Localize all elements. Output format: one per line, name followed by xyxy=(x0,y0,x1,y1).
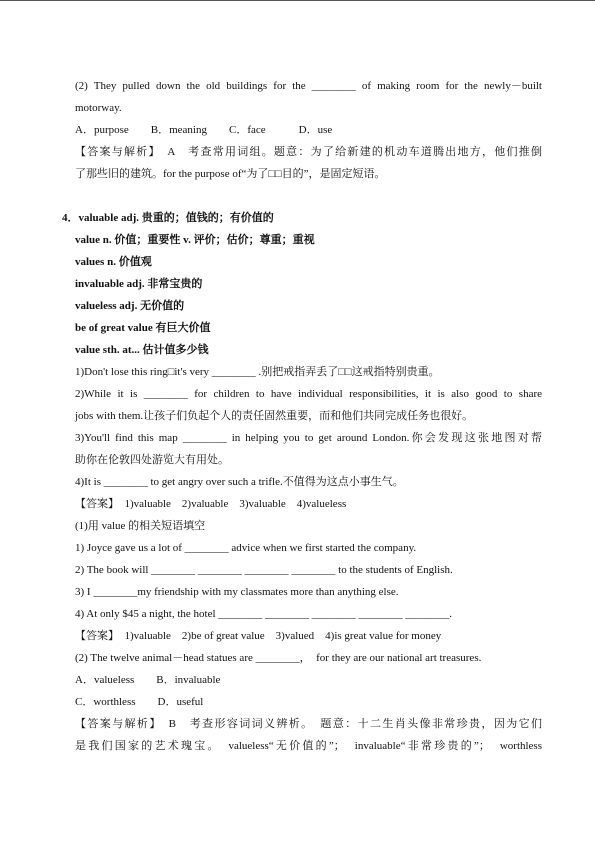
example-3-line2: 助你在伦敦四处游览大有用处。 xyxy=(75,454,229,466)
question-2-stem-line2: motorway. xyxy=(75,102,122,114)
vocab-line: be of great value 有巨大价值 xyxy=(75,322,211,334)
question-2-stem-line1: (2) They pulled down the old buildings for the ________ of making room for the newly－built xyxy=(75,80,542,92)
example-3-line1: 3)You'll find this map ________ in helping you to get around London.你会发现这张地图对帮 xyxy=(75,432,542,444)
exercise-1-item: 2) The book will ________ ________ ________ ________ to the students of English. xyxy=(75,564,453,576)
vocab-line: invaluable adj. 非常宝贵的 xyxy=(75,278,203,290)
example-1: 1)Don't lose this ring□it's very ________ .别把戒指弄丢了□□这戒指特别贵重。 xyxy=(75,366,440,378)
exercise-2-stem: (2) The twelve animal－head statues are ________， for they are our national art treasures. xyxy=(75,652,482,664)
vocab-line: value n. 价值；重要性 v. 评价；估价；尊重；重视 xyxy=(75,234,315,246)
exercise-1-item: 1) Joyce gave us a lot of ________ advice when we first started the company. xyxy=(75,542,417,554)
vocab-line: valueless adj. 无价值的 xyxy=(75,300,185,312)
question-2-options: A．purpose B．meaning C．face D．use xyxy=(75,124,333,136)
vocab-line: value sth. at... 估计值多少钱 xyxy=(75,344,209,356)
vocab-line: values n. 价值观 xyxy=(75,256,152,268)
vocab-heading: 4．valuable adj. 贵重的；值钱的；有价值的 xyxy=(62,212,274,224)
question-2-answer-line1: 【答案与解析】 A 考查常用词组。题意：为了给新建的机动车道腾出地方，他们推倒 xyxy=(75,146,542,158)
exercise-2-answer-line2: 是我们国家的艺术瑰宝。 valueless“无价值的”； invaluable“非常珍贵的”； worthless xyxy=(75,740,542,752)
example-4: 4)It is ________ to get angry over such a trifle.不值得为这点小事生气。 xyxy=(75,476,404,488)
exercise-2-answer-line1: 【答案与解析】 B 考查形容词词义辨析。 题意：十二生肖头像非常珍贵，因为它们 xyxy=(75,718,542,730)
exercise-1-item: 3) I ________my friendship with my classmates more than anything else. xyxy=(75,586,399,598)
exercise-1-title: (1)用 value 的相关短语填空 xyxy=(75,520,206,532)
question-2-answer-line2: 了那些旧的建筑。for the purpose of“为了□□目的”，是固定短语。 xyxy=(75,168,386,180)
exercise-1-item: 4) At only $45 a night, the hotel ________ ________ ________ ________ ________. xyxy=(75,608,453,620)
examples-answer: 【答案】 1)valuable 2)valuable 3)valuable 4)valueless xyxy=(75,498,347,510)
exercise-1-answer: 【答案】 1)valuable 2)be of great value 3)valued 4)is great value for money xyxy=(75,630,442,642)
exercise-2-options-line2: C．worthless D．useful xyxy=(75,696,204,708)
example-2-line2: jobs with them.让孩子们负起个人的责任固然重要，而和他们共同完成任务也很好。 xyxy=(75,410,474,422)
exercise-2-options-line1: A．valueless B．invaluable xyxy=(75,674,221,686)
example-2-line1: 2)While it is ________ for children to have individual responsibilities, it is also good to share xyxy=(75,388,542,400)
